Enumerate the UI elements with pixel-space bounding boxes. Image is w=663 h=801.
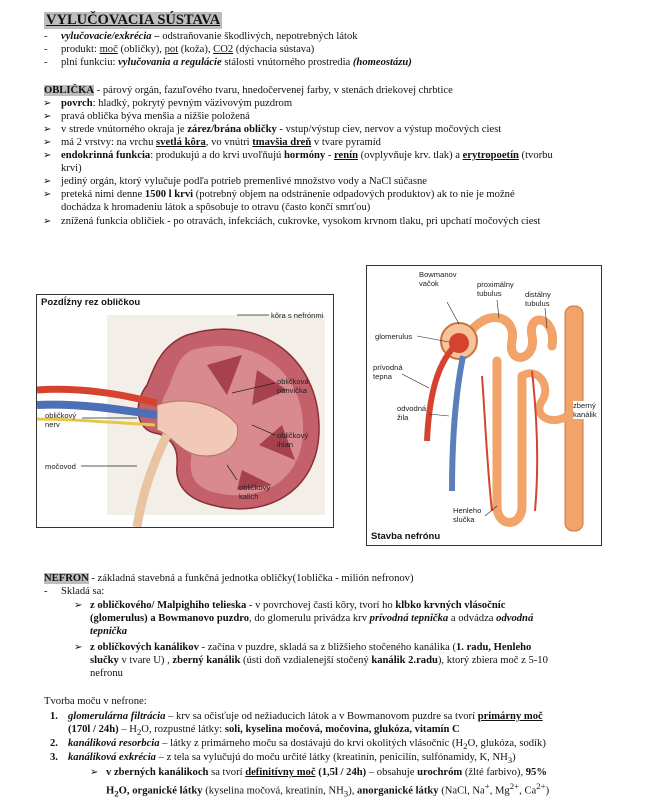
label-glomerulus: glomerulus (375, 332, 413, 341)
page-title: VYLUČOVACIA SÚSTAVA (46, 12, 221, 28)
figure-caption: Stavba nefrónu (371, 531, 441, 542)
label-cortex: kôra s nefrónmi (271, 311, 324, 320)
label-collecting: zberný kanálik (573, 401, 597, 419)
nephron-figure (366, 265, 602, 546)
label-distal: distálny tubulus (525, 290, 551, 308)
label-pelvis: obličková panvička (277, 377, 309, 395)
label-proximal: proximálny tubulus (477, 280, 514, 298)
label-vein: odvodná žila (397, 404, 427, 422)
label-calyx: obličkový kalich (239, 483, 271, 501)
label-bowman: Bowmanov vačok (419, 270, 457, 288)
excretion-term: vylučovacie/exkrécia – (61, 31, 160, 42)
label-henle: Henleho slučka (453, 506, 482, 524)
kidney-section-figure (36, 294, 334, 528)
label-pyramid: obličkový ihlan (277, 431, 309, 449)
nephron-term: NEFRON (44, 573, 89, 584)
figure-caption: Pozdĺžny rez obličkou (41, 297, 141, 308)
label-nerve: obličkový nerv (45, 411, 77, 429)
label-artery: prívodná tepna (373, 363, 403, 381)
leader-lines (37, 295, 333, 527)
dash-marker: - (44, 31, 48, 42)
kidney-term: OBLIČKA (44, 85, 95, 96)
label-ureter: močovod (45, 462, 76, 471)
arrow-marker: ➢ (43, 98, 52, 109)
